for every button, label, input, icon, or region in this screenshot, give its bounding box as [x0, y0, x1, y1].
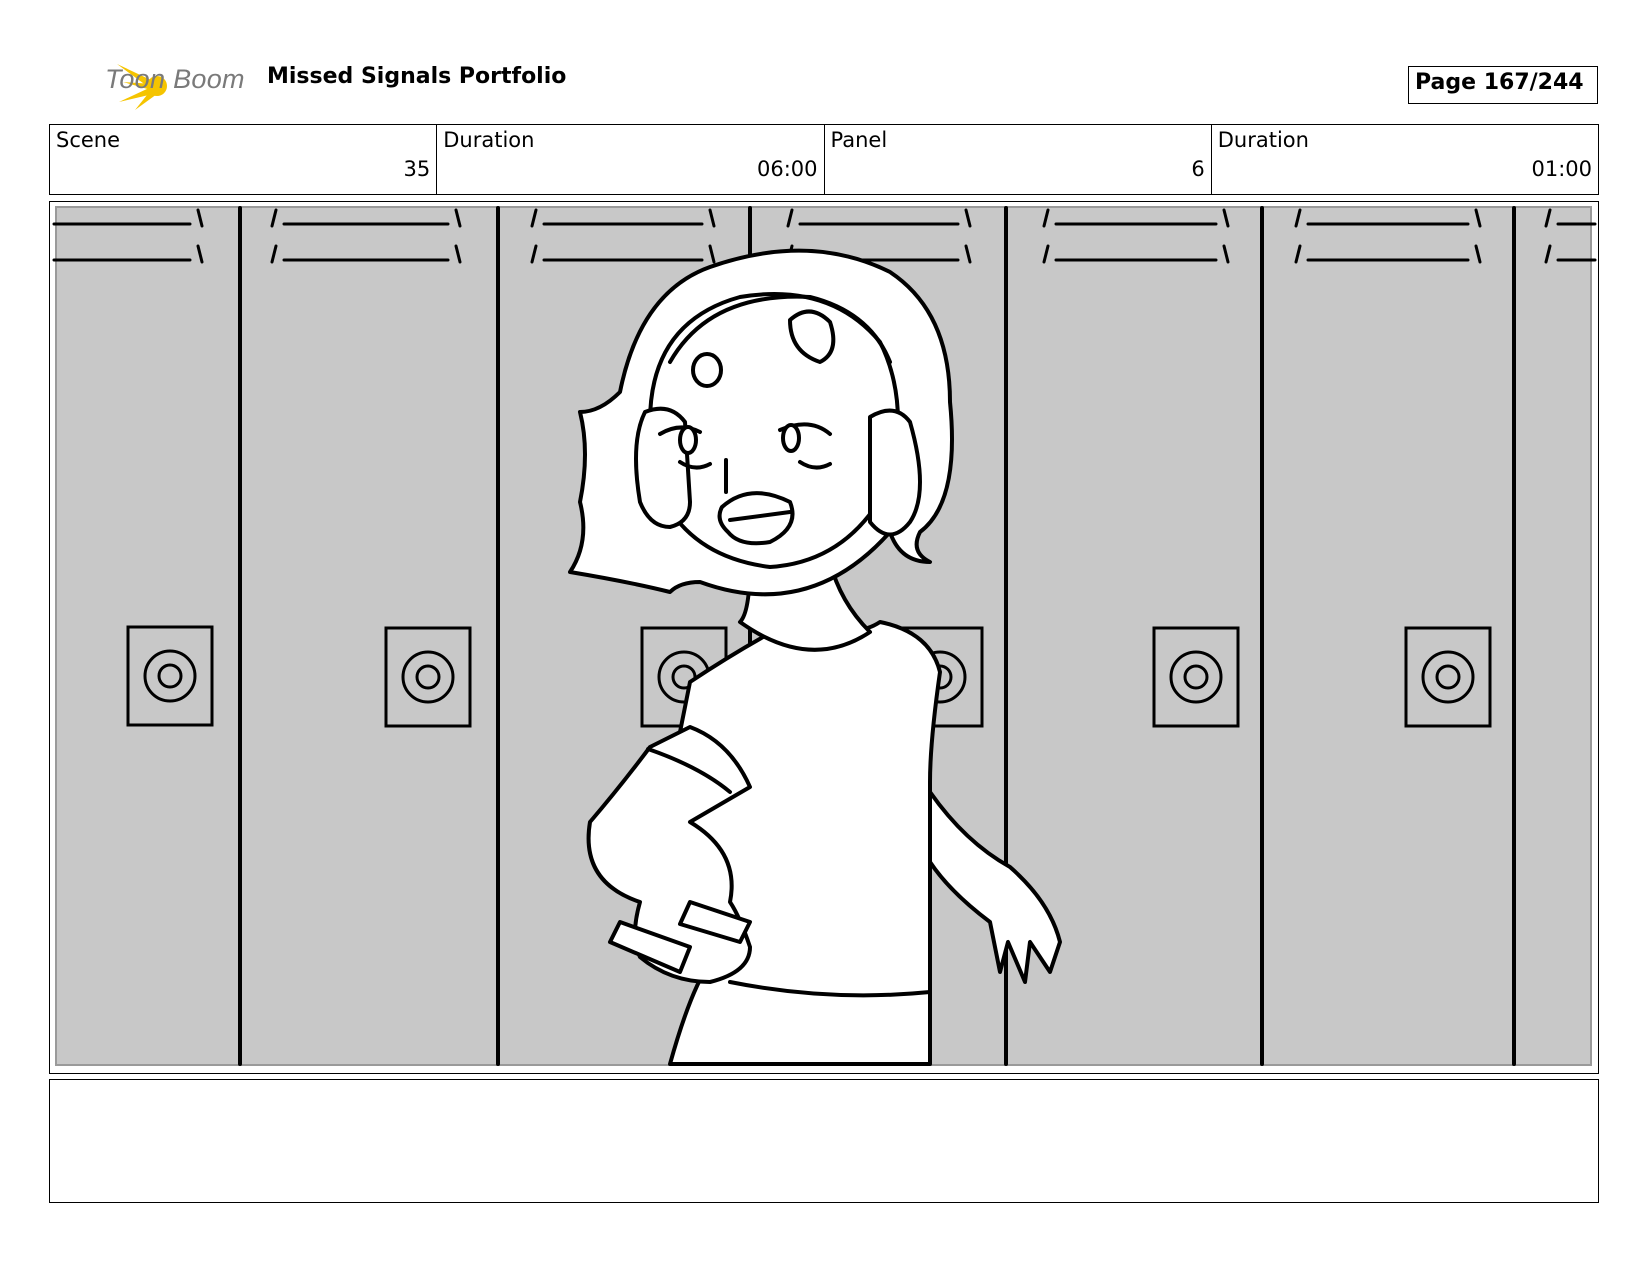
logo-text: Toon Boom	[105, 64, 245, 94]
page-number-box	[1408, 66, 1598, 104]
panel-value: 6	[1191, 157, 1205, 181]
panel-cell	[825, 125, 1212, 194]
panel-duration-label: Duration	[1217, 128, 1309, 152]
storyboard-panel	[49, 201, 1599, 1074]
panel-info-row	[49, 124, 1599, 195]
document-title: Missed Signals Portfolio	[267, 64, 567, 89]
page-number: Page 167/244	[1415, 70, 1584, 95]
scene-cell	[50, 125, 437, 194]
panel-drawing	[50, 202, 1597, 1072]
scene-value: 35	[403, 157, 431, 181]
scene-duration-cell	[437, 125, 824, 194]
scene-duration-value: 06:00	[756, 157, 818, 181]
panel-duration-cell	[1212, 125, 1598, 194]
panel-duration-value: 01:00	[1531, 157, 1592, 181]
panel-label: Panel	[830, 128, 888, 152]
scene-label: Scene	[56, 128, 121, 152]
panel-notes-box	[49, 1079, 1599, 1203]
scene-duration-label: Duration	[443, 128, 535, 152]
